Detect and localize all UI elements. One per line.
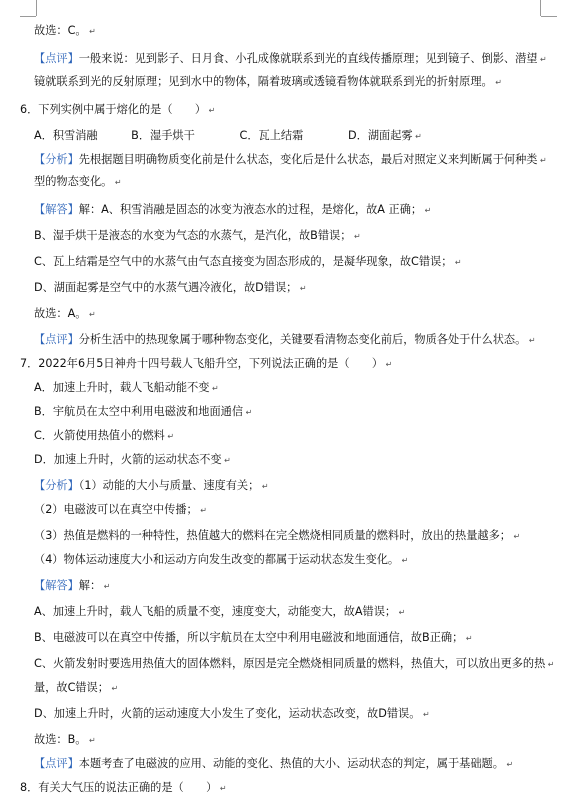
text-line	[0, 757, 580, 772]
text-line	[0, 281, 580, 296]
line-text: 故选：A。	[34, 307, 87, 320]
paragraph-mark-icon: ↵	[463, 634, 473, 643]
line-text: 先根据题目明确物质变化前是什么状态，变化后是什么状态，最后对照定义来判断属于何种类	[78, 153, 538, 166]
line-text: 8．有关大气压的说法正确的是（ ）	[20, 781, 218, 794]
paragraph-mark-icon: ↵	[452, 258, 462, 267]
section-tag: 【分析】	[34, 153, 79, 166]
text-line	[0, 307, 580, 322]
paragraph-mark-icon: ↵	[259, 482, 269, 491]
text-line	[0, 605, 580, 620]
paragraph-mark-icon: ↵	[503, 760, 514, 769]
text-line	[0, 429, 580, 444]
paragraph-mark-icon: ↵	[86, 736, 96, 745]
line-text: D．加速上升时，火箭的运动状态不变	[34, 453, 222, 466]
text-line	[0, 529, 580, 544]
paragraph-mark-icon: ↵	[351, 232, 361, 241]
line-text: 解：	[78, 579, 102, 592]
paragraph-mark-icon: ↵	[383, 360, 393, 369]
line-text: 故选：C。	[34, 24, 87, 37]
line-text: （4）物体运动速度大小和运动方向发生改变的都属于运动状态发生变化。	[34, 553, 400, 566]
text-line	[0, 129, 580, 144]
text-line	[0, 75, 580, 90]
paragraph-mark-icon: ↵	[396, 608, 406, 617]
line-text: 7．2022年6月5日神舟十四号载人飞船升空，下列说法正确的是（ ）	[20, 357, 384, 370]
paragraph-mark-icon: ↵	[297, 284, 307, 293]
paragraph-mark-icon: ↵	[243, 408, 253, 417]
line-text: B、电磁波可以在真空中传播，所以宇航员在太空中利用电磁波和地面通信，故B正确；	[34, 631, 464, 644]
text-line	[0, 175, 580, 190]
line-text: C．火箭使用热值小的燃料	[34, 429, 165, 442]
section-tag: 【解答】	[34, 203, 79, 216]
line-text: 量，故C错误；	[34, 681, 109, 694]
text-line	[0, 733, 580, 748]
text-line	[0, 229, 580, 244]
paragraph-mark-icon: ↵	[422, 206, 432, 215]
paragraph-mark-icon: ↵	[112, 178, 122, 187]
paragraph-mark-icon: ↵	[108, 684, 119, 693]
line-text: B．宇航员在太空中利用电磁波和地面通信	[34, 405, 244, 418]
line-text: C、瓦上结霜是空气中的水蒸气由气态直接变为固态形成的，是凝华现象，故C错误；	[34, 255, 453, 268]
line-text: A、加速上升时，载人飞船的质量不变，速度变大，动能变大，故A错误；	[34, 605, 397, 618]
paragraph-mark-icon: ↵	[164, 432, 175, 441]
text-line	[0, 333, 580, 348]
text-line	[0, 52, 580, 67]
line-text: （1）动能的大小与质量、速度有关；	[78, 479, 260, 492]
question-line	[0, 103, 580, 118]
paragraph-mark-icon: ↵	[399, 556, 409, 565]
paragraph-mark-icon: ↵	[206, 106, 216, 115]
line-text: 型的物态变化。	[34, 175, 113, 188]
text-line	[0, 631, 580, 646]
question-line	[0, 781, 580, 796]
section-tag: 【解答】	[34, 579, 79, 592]
line-text: 分析生活中的热现象属于哪种物态变化，关键要看清物态变化前后，物质各处于什么状态。	[78, 333, 527, 346]
line-text: C、火箭发射时要选用热值大的固体燃料，原因是完全燃烧相同质量的燃料，热值大，可以放出更多的热	[34, 657, 546, 670]
line-text: （2）电磁波可以在真空中传播；	[34, 503, 198, 516]
section-tag: 【分析】	[34, 479, 79, 492]
text-line	[0, 579, 580, 594]
text-line	[0, 553, 580, 568]
line-text: A．加速上升时，载人飞船动能不变	[34, 381, 210, 394]
paragraph-mark-icon: ↵	[545, 660, 555, 669]
paragraph-mark-icon: ↵	[86, 27, 96, 36]
text-line	[0, 405, 580, 420]
paragraph-mark-icon: ↵	[209, 384, 219, 393]
paragraph-mark-icon: ↵	[526, 336, 536, 345]
line-text: （3）热值是燃料的一种特性，热值越大的燃料在完全燃烧相同质量的燃料时，放出的热量越多；	[34, 529, 511, 542]
line-text: 镜就联系到光的反射原理；见到水中的物体，隔着玻璃或透镜看物体就联系到光的折射原理。	[34, 75, 493, 88]
paragraph-mark-icon: ↵	[537, 55, 547, 64]
line-text: 本题考查了电磁波的应用、动能的变化、热值的大小、运动状态的判定，属于基础题。	[78, 757, 504, 770]
text-line	[0, 479, 580, 494]
paragraph-mark-icon: ↵	[511, 532, 521, 541]
text-line	[0, 681, 580, 696]
section-tag: 【点评】	[34, 757, 79, 770]
text-line	[0, 381, 580, 396]
paragraph-mark-icon: ↵	[101, 582, 111, 591]
section-tag: 【点评】	[34, 333, 79, 346]
text-line	[0, 255, 580, 270]
paragraph-mark-icon: ↵	[420, 710, 430, 719]
paragraph-mark-icon: ↵	[412, 132, 422, 141]
paragraph-mark-icon: ↵	[217, 784, 227, 793]
paragraph-mark-icon: ↵	[86, 310, 96, 319]
paragraph-mark-icon: ↵	[492, 78, 502, 87]
line-text: 解：A、积雪消融是固态的冰变为液态水的过程，是熔化，故A 正确；	[78, 203, 423, 216]
question-line	[0, 357, 580, 372]
section-tag: 【点评】	[34, 52, 79, 65]
paragraph-mark-icon: ↵	[221, 456, 231, 465]
text-line	[0, 203, 580, 218]
line-text: 6．下列实例中属于熔化的是（ ）	[20, 103, 207, 116]
line-text: B、湿手烘干是液态的水变为气态的水蒸气，是汽化，故B错误；	[34, 229, 352, 242]
line-text: 故选：B。	[34, 733, 87, 746]
paragraph-mark-icon: ↵	[197, 506, 207, 515]
line-text: D、湖面起雾是空气中的水蒸气遇冷液化，故D错误；	[34, 281, 298, 294]
line-text: 一般来说：见到影子、日月食、小孔成像就联系到光的直线传播原理；见到镜子、倒影、潜望	[78, 52, 538, 65]
text-line	[0, 153, 580, 168]
text-line	[0, 657, 580, 672]
text-line	[0, 453, 580, 468]
line-text: A．积雪消融 B．湿手烘干 C．瓦上结霜 D．湖面起雾	[34, 129, 413, 142]
paragraph-mark-icon: ↵	[537, 156, 547, 165]
text-line	[0, 24, 580, 39]
text-line	[0, 707, 580, 722]
line-text: D、加速上升时，火箭的运动速度大小发生了变化，运动状态改变，故D错误。	[34, 707, 421, 720]
text-line	[0, 503, 580, 518]
